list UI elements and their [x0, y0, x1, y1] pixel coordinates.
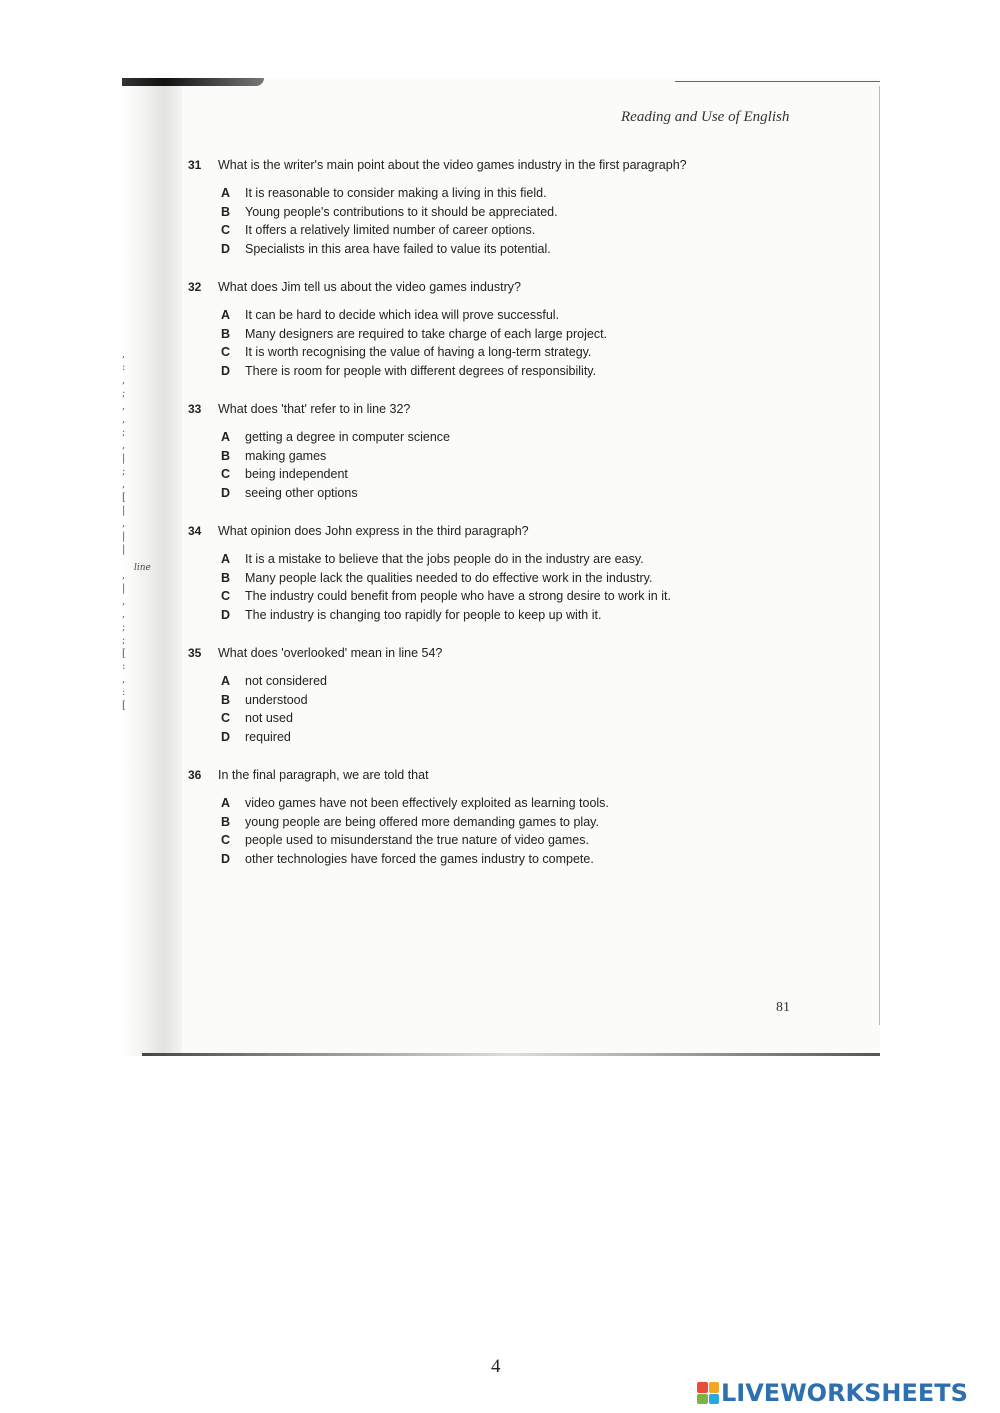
option-letter: C: [221, 711, 231, 725]
answer-option-a: [221, 674, 788, 693]
answer-option-b: [221, 571, 788, 590]
question-33: [188, 402, 788, 504]
answer-option-d: [221, 364, 788, 383]
logo-tile: [697, 1382, 708, 1393]
answer-option-d: [221, 852, 788, 871]
option-text: not considered: [245, 674, 328, 688]
logo-tile: [697, 1394, 708, 1405]
option-text: It is reasonable to consider making a living in this field.: [245, 186, 547, 200]
option-letter: C: [221, 223, 231, 237]
option-text: Many people lack the qualities needed to do effective work in the industry.: [245, 570, 653, 585]
answer-option-b: [221, 449, 788, 468]
option-text: not used: [245, 711, 293, 725]
option-text: people used to misunderstand the true nature of video games.: [245, 833, 589, 847]
option-text: Specialists in this area have failed to value its potential.: [245, 241, 551, 256]
option-letter: A: [221, 308, 231, 322]
answer-option-d: [221, 608, 788, 627]
question-text: What does 'that' refer to in line 32?: [218, 402, 411, 416]
option-letter: D: [221, 363, 231, 378]
answer-option-c: [221, 589, 788, 608]
option-letter: A: [221, 430, 231, 444]
question-number: 35: [188, 646, 202, 660]
brand-name: LIVEWORKSHEETS: [721, 1379, 968, 1407]
option-letter: C: [221, 833, 231, 847]
question-number: 31: [188, 158, 202, 172]
option-text: It is worth recognising the value of having a long-term strategy.: [245, 345, 592, 359]
option-text: Young people's contributions to it should be appreciated.: [245, 204, 558, 219]
answer-option-d: [221, 242, 788, 261]
question-list: [188, 158, 788, 890]
question-text: In the final paragraph, we are told that: [218, 768, 429, 782]
option-text: It is a mistake to believe that the jobs people do in the industry are easy.: [245, 552, 644, 566]
option-letter: A: [221, 674, 231, 688]
option-letter: A: [221, 552, 231, 566]
option-text: being independent: [245, 467, 348, 481]
answer-option-b: [221, 205, 788, 224]
option-letter: B: [221, 814, 231, 829]
answer-option-a: [221, 430, 788, 449]
option-letter: B: [221, 570, 231, 585]
answer-option-a: [221, 552, 788, 571]
option-text: It offers a relatively limited number of career options.: [245, 223, 536, 237]
option-text: There is room for people with different degrees of responsibility.: [245, 363, 597, 378]
liveworksheets-logo: [697, 1379, 968, 1407]
option-letter: D: [221, 607, 231, 622]
question-35: [188, 646, 788, 748]
question-text: What does Jim tell us about the video games industry?: [218, 280, 521, 294]
option-letter: B: [221, 204, 231, 219]
option-letter: B: [221, 326, 231, 341]
option-text: understood: [245, 692, 308, 707]
option-letter: C: [221, 589, 231, 603]
logo-tile: [709, 1382, 720, 1393]
answer-option-c: [221, 345, 788, 364]
option-text: The industry is changing too rapidly for people to keep up with it.: [245, 607, 602, 622]
answer-options: [221, 186, 788, 260]
question-stem: [188, 402, 788, 426]
answer-option-c: [221, 711, 788, 730]
option-letter: D: [221, 485, 231, 500]
answer-option-b: [221, 815, 788, 834]
page-right-edge: [879, 86, 880, 1025]
option-letter: D: [221, 851, 231, 866]
option-letter: D: [221, 729, 231, 744]
answer-option-b: [221, 693, 788, 712]
liveworksheets-icon: [697, 1382, 719, 1404]
answer-options: [221, 308, 788, 382]
answer-option-a: [221, 308, 788, 327]
question-text: What is the writer's main point about the video games industry in the first paragraph?: [218, 158, 687, 172]
question-stem: [188, 646, 788, 670]
option-letter: A: [221, 186, 231, 200]
question-number: 32: [188, 280, 202, 294]
sheet-page-number: 4: [491, 1356, 501, 1377]
answer-option-d: [221, 486, 788, 505]
option-text: Many designers are required to take charge of each large project.: [245, 326, 608, 341]
answer-option-b: [221, 327, 788, 346]
question-stem: [188, 158, 788, 182]
option-text: It can be hard to decide which idea will prove successful.: [245, 308, 560, 322]
option-text: video games have not been effectively exploited as learning tools.: [245, 796, 609, 810]
question-number: 34: [188, 524, 202, 538]
option-letter: C: [221, 345, 231, 359]
question-36: [188, 768, 788, 870]
answer-options: [221, 552, 788, 626]
question-stem: [188, 768, 788, 792]
question-number: 33: [188, 402, 202, 416]
answer-options: [221, 796, 788, 870]
answer-options: [221, 674, 788, 748]
question-stem: [188, 524, 788, 548]
option-text: required: [245, 729, 291, 744]
option-text: making games: [245, 448, 327, 463]
section-header: Reading and Use of English: [621, 109, 790, 125]
question-32: [188, 280, 788, 382]
answer-option-a: [221, 796, 788, 815]
question-stem: [188, 280, 788, 304]
option-letter: B: [221, 448, 231, 463]
option-text: seeing other options: [245, 485, 358, 500]
option-letter: B: [221, 692, 231, 707]
option-letter: D: [221, 241, 231, 256]
option-text: getting a degree in computer science: [245, 430, 450, 444]
answer-option-a: [221, 186, 788, 205]
binding-top-edge: [122, 78, 264, 86]
answer-option-d: [221, 730, 788, 749]
option-text: The industry could benefit from people who have a strong desire to work in it.: [245, 589, 671, 603]
question-number: 36: [188, 768, 202, 782]
question-31: [188, 158, 788, 260]
top-rule: [675, 81, 880, 82]
margin-line-label: line: [134, 563, 151, 573]
logo-tile: [709, 1394, 720, 1405]
question-34: [188, 524, 788, 626]
answer-option-c: [221, 833, 788, 852]
answer-options: [221, 430, 788, 504]
book-page-number: 81: [776, 1000, 790, 1015]
option-letter: A: [221, 796, 231, 810]
option-text: young people are being offered more demanding games to play.: [245, 814, 599, 829]
margin-marks: , : , ; , , ; , | ; , [ | , | | , | , , ; ; [ : , : [: [122, 349, 126, 711]
option-text: other technologies have forced the games industry to compete.: [245, 851, 594, 866]
answer-option-c: [221, 467, 788, 486]
question-text: What opinion does John express in the third paragraph?: [218, 524, 529, 538]
answer-option-c: [221, 223, 788, 242]
question-text: What does 'overlooked' mean in line 54?: [218, 646, 443, 660]
option-letter: C: [221, 467, 231, 481]
page-bottom-edge: [142, 1053, 880, 1056]
